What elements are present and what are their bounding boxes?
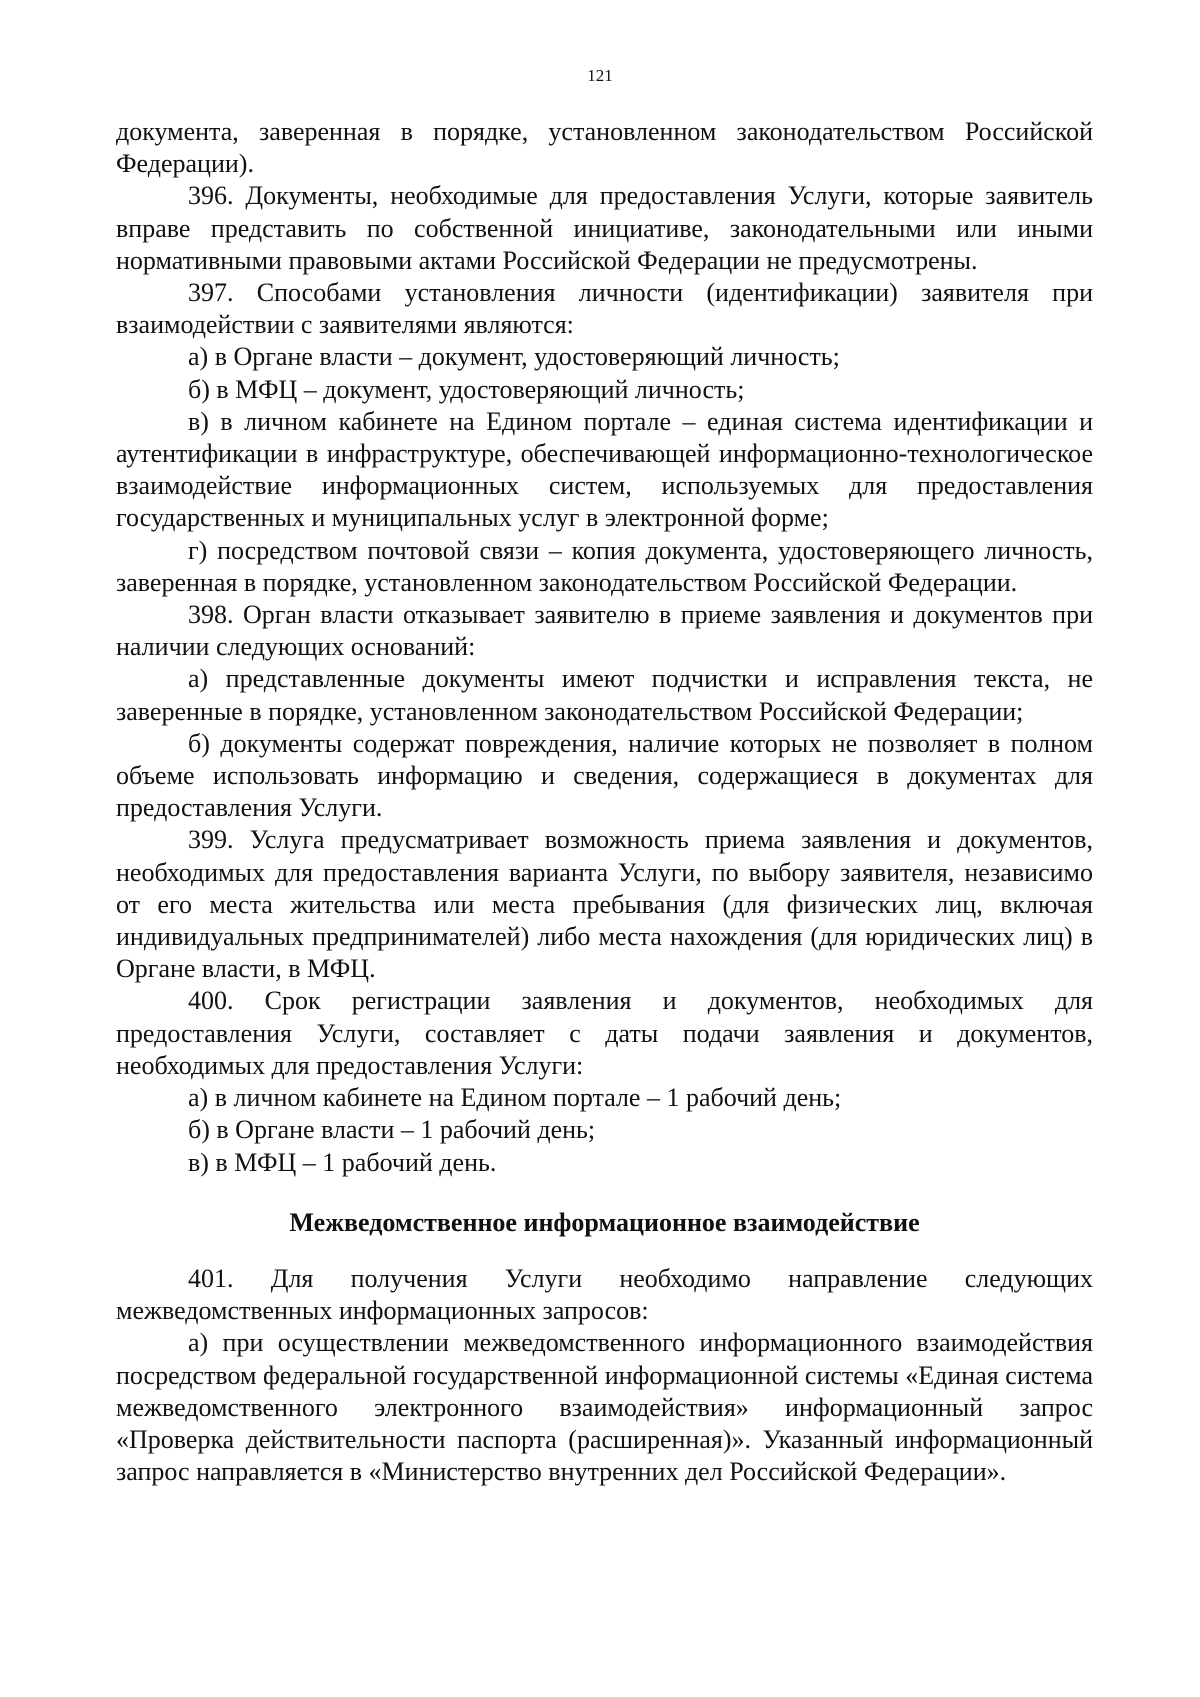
list-item-400-b: б) в Органе власти – 1 рабочий день; — [188, 1115, 596, 1145]
paragraph-401: 401. Для получения Услуги необходимо направление следующих межведомственных информационных запросов: — [116, 1263, 1093, 1326]
paragraph-397: 397. Способами установления личности (идентификации) заявителя при взаимодействии с заявителями являются: — [116, 278, 1093, 340]
list-item-401-a: а) при осуществлении межведомственного информационного взаимодействия посредством федеральной государственной информационной системы «Единая система межведомственного электронного взаимодействия» информационный запрос «Проверка действительности паспорта (расширенная)». Указанный информационный запрос направляется в «Министерство внутренних дел Российской Федерации». — [116, 1328, 1093, 1487]
paragraph-399: 399. Услуга предусматривает возможность приема заявления и документов, необходимых для предоставления варианта Услуги, по выбору заявителя, независимо от его места жительства или места пребывания (для физических лиц, включая индивидуальных предпринимателей) либо места нахождения (для юридических лиц) в Органе власти, в МФЦ. — [116, 825, 1093, 984]
list-item-397-b: б) в МФЦ – документ, удостоверяющий личность; — [188, 374, 745, 404]
paragraph-398: 398. Орган власти отказывает заявителю в приеме заявления и документов при наличии следующих оснований: — [116, 600, 1093, 662]
section-heading: Межведомственное информационное взаимодействие — [289, 1207, 920, 1237]
list-item-400-v: в) в МФЦ – 1 рабочий день. — [188, 1147, 497, 1177]
list-item-397-g: г) посредством почтовой связи – копия документа, удостоверяющего личность, заверенная в порядке, установленном законодательством Российской Федерации. — [116, 535, 1093, 597]
paragraph-396: 396. Документы, необходимые для предоставления Услуги, которые заявитель вправе представить по собственной инициативе, законодательными или иными нормативными правовыми актами Российской Федерации не предусмотрены. — [116, 181, 1093, 275]
list-item-397-v: в) в личном кабинете на Едином портале – единая система идентификации и аутентификации в инфраструктуре, обеспечивающей информационно-технологическое взаимодействие информационных систем, используемых для предоставления государственных и муниципальных услуг в электронной форме; — [116, 406, 1093, 533]
paragraph-continuation: документа, заверенная в порядке, установленном законодательством Российской Федерации). — [116, 117, 1093, 179]
list-item-398-a: а) представленные документы имеют подчистки и исправления текста, не заверенные в порядке, установленном законодательством Российской Федерации; — [116, 664, 1093, 726]
paragraph-400: 400. Срок регистрации заявления и документов, необходимых для предоставления Услуги, составляет с даты подачи заявления и документов, необходимых для предоставления Услуги: — [116, 986, 1093, 1080]
list-item-397-a: а) в Органе власти – документ, удостоверяющий личность; — [188, 342, 840, 372]
list-item-398-b: б) документы содержат повреждения, наличие которых не позволяет в полном объеме использовать информацию и сведения, содержащиеся в документах для предоставления Услуги. — [116, 728, 1093, 823]
document-body — [116, 116, 1093, 1488]
page-number: 121 — [587, 66, 613, 85]
list-item-400-a: а) в личном кабинете на Едином портале – 1 рабочий день; — [188, 1083, 842, 1113]
